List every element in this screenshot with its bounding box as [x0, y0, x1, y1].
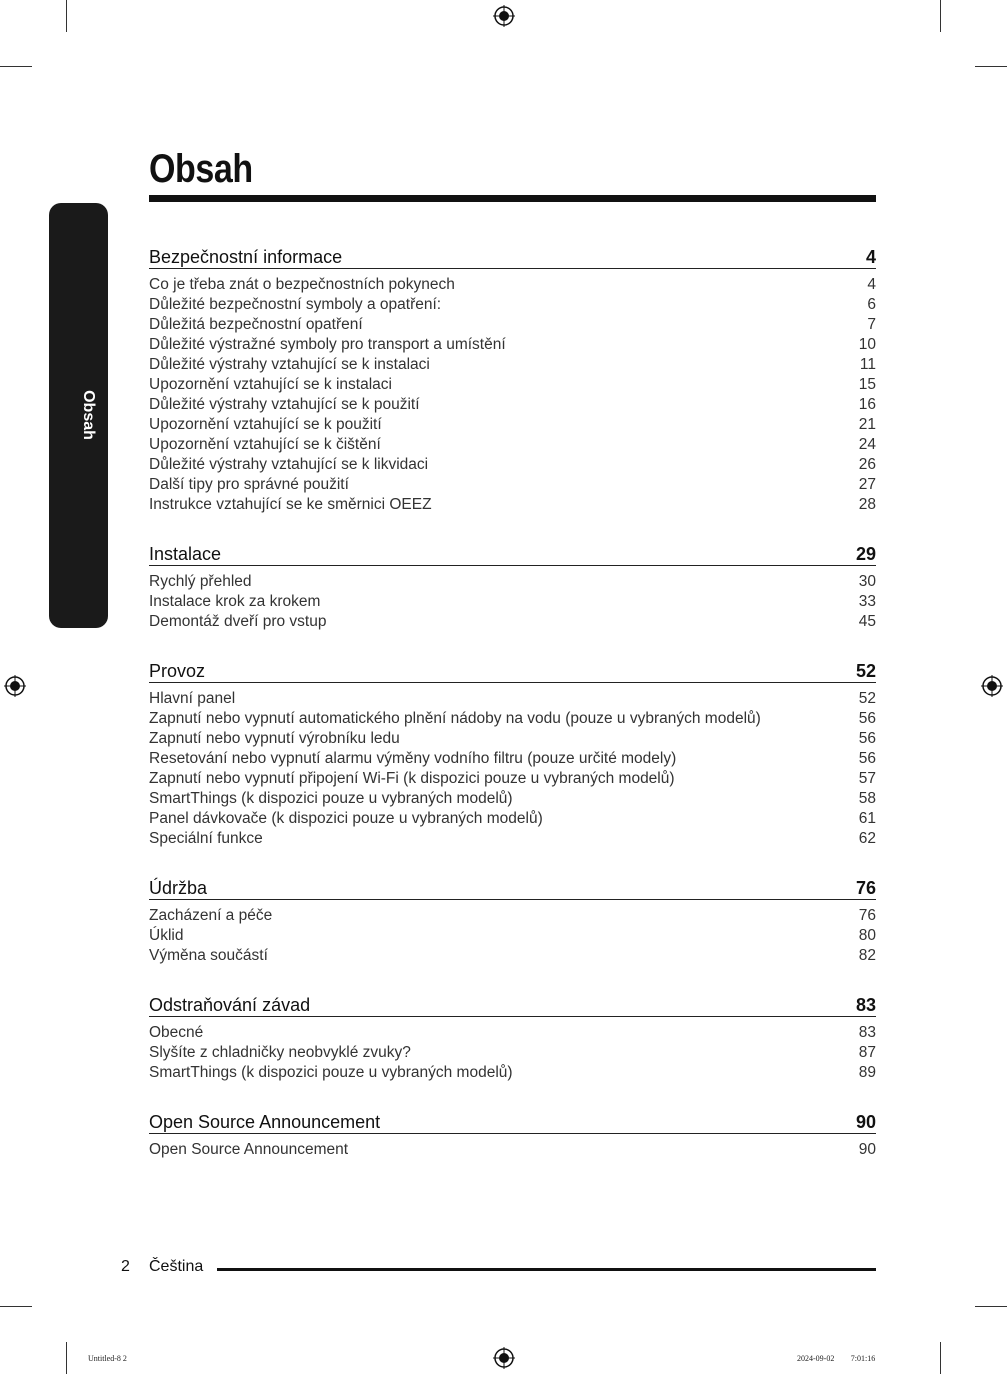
toc-entry[interactable] [149, 809, 876, 829]
toc-section-title: Provoz [149, 661, 206, 681]
toc-entry[interactable] [149, 789, 876, 809]
toc-entry-page: 6 [867, 296, 876, 313]
toc-entry-page: 28 [858, 496, 876, 513]
toc-entry-page: 7 [867, 316, 876, 333]
footer-rule [217, 1268, 876, 1271]
page-number: 2 [121, 1258, 130, 1275]
toc-entry[interactable] [149, 926, 876, 946]
toc-entry[interactable] [149, 1023, 876, 1043]
toc-entry-label: Obecné [149, 1024, 204, 1041]
toc-entry-page: 87 [858, 1044, 876, 1061]
toc-entry-page: 80 [858, 927, 876, 944]
toc-section-heading[interactable] [149, 244, 876, 269]
toc-entry-page: 57 [858, 770, 876, 787]
toc-entry-label: Co je třeba znát o bezpečnostních pokynech [149, 276, 455, 293]
toc-section-page: 29 [855, 544, 876, 564]
toc-entry-page: 58 [858, 790, 876, 807]
crop-mark [940, 0, 941, 32]
toc-entry-page: 61 [858, 810, 876, 827]
toc-entry[interactable] [149, 709, 876, 729]
toc-entry-label: Důležité bezpečnostní symboly a opatření: [149, 296, 442, 313]
toc-entry-page: 11 [859, 356, 876, 373]
toc-section-page: 76 [855, 878, 876, 898]
toc-entry-page: 33 [858, 593, 876, 610]
toc-section-title: Odstraňování závad [149, 995, 311, 1015]
toc-entry-label: Upozornění vztahující se k čištění [149, 436, 381, 453]
crop-mark [66, 1342, 67, 1374]
toc-entry-label: SmartThings (k dispozici pouze u vybraných modelů) [149, 1064, 513, 1081]
toc-entry-label: Instalace krok za krokem [149, 593, 321, 610]
toc-entry-page: 90 [858, 1141, 876, 1158]
toc-entry-label: Důležité výstrahy vztahující se k použití [149, 396, 420, 413]
toc-entry[interactable] [149, 455, 876, 475]
toc-entry[interactable] [149, 295, 876, 315]
toc-entry-page: 21 [858, 416, 876, 433]
toc-entry[interactable] [149, 375, 876, 395]
title-rule [149, 195, 876, 202]
toc-entry[interactable] [149, 1140, 876, 1160]
toc-entry[interactable] [149, 592, 876, 612]
toc-entry-page: 52 [858, 690, 876, 707]
toc-entry[interactable] [149, 769, 876, 789]
toc-entry-label: Upozornění vztahující se k použití [149, 416, 382, 433]
crop-mark [0, 66, 32, 67]
toc-entry-page: 10 [858, 336, 876, 353]
toc-entry-page: 16 [858, 396, 876, 413]
toc-section [149, 875, 876, 966]
toc-entry-label: Hlavní panel [149, 690, 236, 707]
toc-entry-page: 15 [858, 376, 876, 393]
toc-section-title: Údržba [149, 878, 208, 898]
toc-entry[interactable] [149, 335, 876, 355]
toc-entry[interactable] [149, 1043, 876, 1063]
page-title: Obsah [149, 147, 253, 191]
registration-mark-icon [493, 1347, 515, 1369]
toc-entry-label: Instrukce vztahující se ke směrnici OEEZ [149, 496, 432, 513]
registration-mark-icon [493, 5, 515, 27]
toc-entry[interactable] [149, 612, 876, 632]
toc-entry[interactable] [149, 355, 876, 375]
toc-entry-page: 89 [858, 1064, 876, 1081]
toc-entry-page: 24 [858, 436, 876, 453]
toc-entry[interactable] [149, 1063, 876, 1083]
toc-entry-label: Zacházení a péče [149, 907, 273, 924]
toc-section-title: Bezpečnostní informace [149, 247, 343, 267]
toc-entry-page: 83 [858, 1024, 876, 1041]
toc-entry-label: Resetování nebo vypnutí alarmu výměny vodního filtru (pouze určité modely) [149, 750, 677, 767]
toc-entry[interactable] [149, 729, 876, 749]
toc-entry-label: Důležité výstrahy vztahující se k instalaci [149, 356, 430, 373]
toc-entry[interactable] [149, 435, 876, 455]
toc-entry-label: Demontáž dveří pro vstup [149, 613, 327, 630]
toc-entry-page: 76 [858, 907, 876, 924]
toc-entry[interactable] [149, 689, 876, 709]
toc-entry-label: Panel dávkovače (k dispozici pouze u vybraných modelů) [149, 810, 543, 827]
toc-entry[interactable] [149, 415, 876, 435]
toc-entry-page: 26 [858, 456, 876, 473]
toc-entry-label: SmartThings (k dispozici pouze u vybraných modelů) [149, 790, 513, 807]
table-of-contents [149, 244, 876, 1186]
toc-section-page: 4 [865, 247, 876, 267]
print-slug-left: Untitled-8 2 [88, 1354, 127, 1363]
toc-section-page: 83 [855, 995, 876, 1015]
crop-mark [975, 66, 1007, 67]
toc-item-list [149, 269, 876, 515]
footer-language: Čeština [149, 1258, 204, 1275]
toc-entry-label: Upozornění vztahující se k instalaci [149, 376, 392, 393]
toc-entry-page: 62 [858, 830, 876, 847]
toc-entry-page: 56 [858, 750, 876, 767]
toc-entry-label: Důležitá bezpečnostní opatření [149, 316, 363, 333]
toc-entry[interactable] [149, 829, 876, 849]
crop-mark [940, 1342, 941, 1374]
crop-mark [975, 1306, 1007, 1307]
toc-section-title: Open Source Announcement [149, 1112, 381, 1132]
toc-entry-label: Další tipy pro správné použití [149, 476, 349, 493]
toc-entry-label: Slyšíte z chladničky neobvyklé zvuky? [149, 1044, 411, 1061]
toc-entry-label: Zapnutí nebo vypnutí automatického plnění nádoby na vodu (pouze u vybraných modelů) [149, 710, 761, 727]
toc-section [149, 658, 876, 849]
toc-entry[interactable] [149, 315, 876, 335]
toc-entry[interactable] [149, 946, 876, 966]
toc-entry-label: Úklid [149, 927, 184, 944]
toc-item-list [149, 566, 876, 632]
toc-entry[interactable] [149, 395, 876, 415]
toc-section [149, 992, 876, 1083]
toc-entry-label: Důležité výstrahy vztahující se k likvidaci [149, 456, 429, 473]
toc-entry-label: Důležité výstražné symboly pro transport a umístění [149, 336, 506, 353]
crop-mark [0, 1306, 32, 1307]
toc-entry[interactable] [149, 906, 876, 926]
side-tab-label: Obsah [80, 390, 97, 440]
toc-entry-page: 45 [858, 613, 876, 630]
toc-entry-label: Speciální funkce [149, 830, 263, 847]
print-slug-right: 2024-09-02 ￿￿ 7:01:16 [797, 1354, 876, 1363]
toc-entry[interactable] [149, 495, 876, 515]
toc-entry-page: 56 [858, 730, 876, 747]
toc-item-list [149, 683, 876, 849]
toc-section-heading[interactable] [149, 1109, 876, 1134]
toc-section-heading[interactable] [149, 658, 876, 683]
toc-section-heading[interactable] [149, 875, 876, 900]
toc-entry-page: 30 [858, 573, 876, 590]
registration-mark-icon [4, 675, 26, 697]
toc-entry[interactable] [149, 572, 876, 592]
registration-mark-icon [981, 675, 1003, 697]
toc-entry[interactable] [149, 749, 876, 769]
toc-section-page: 90 [855, 1112, 876, 1132]
toc-section [149, 1109, 876, 1160]
toc-section-title: Instalace [149, 544, 222, 564]
toc-item-list [149, 1017, 876, 1083]
toc-entry-page: 82 [858, 947, 876, 964]
toc-entry-page: 56 [858, 710, 876, 727]
toc-entry-page: 4 [867, 276, 876, 293]
toc-entry-label: Open Source Announcement [149, 1141, 349, 1158]
toc-item-list [149, 1134, 876, 1160]
toc-section [149, 244, 876, 515]
toc-item-list [149, 900, 876, 966]
toc-entry-label: Zapnutí nebo vypnutí připojení Wi-Fi (k dispozici pouze u vybraných modelů) [149, 770, 675, 787]
toc-section-heading[interactable] [149, 992, 876, 1017]
toc-entry[interactable] [149, 475, 876, 495]
toc-entry-label: Zapnutí nebo vypnutí výrobníku ledu [149, 730, 400, 747]
toc-section-page: 52 [855, 661, 876, 681]
toc-entry-page: 27 [858, 476, 876, 493]
toc-section-heading[interactable] [149, 541, 876, 566]
toc-section [149, 541, 876, 632]
toc-entry-label: Výměna součástí [149, 947, 268, 964]
toc-entry-label: Rychlý přehled [149, 573, 252, 590]
toc-entry[interactable] [149, 275, 876, 295]
crop-mark [66, 0, 67, 32]
